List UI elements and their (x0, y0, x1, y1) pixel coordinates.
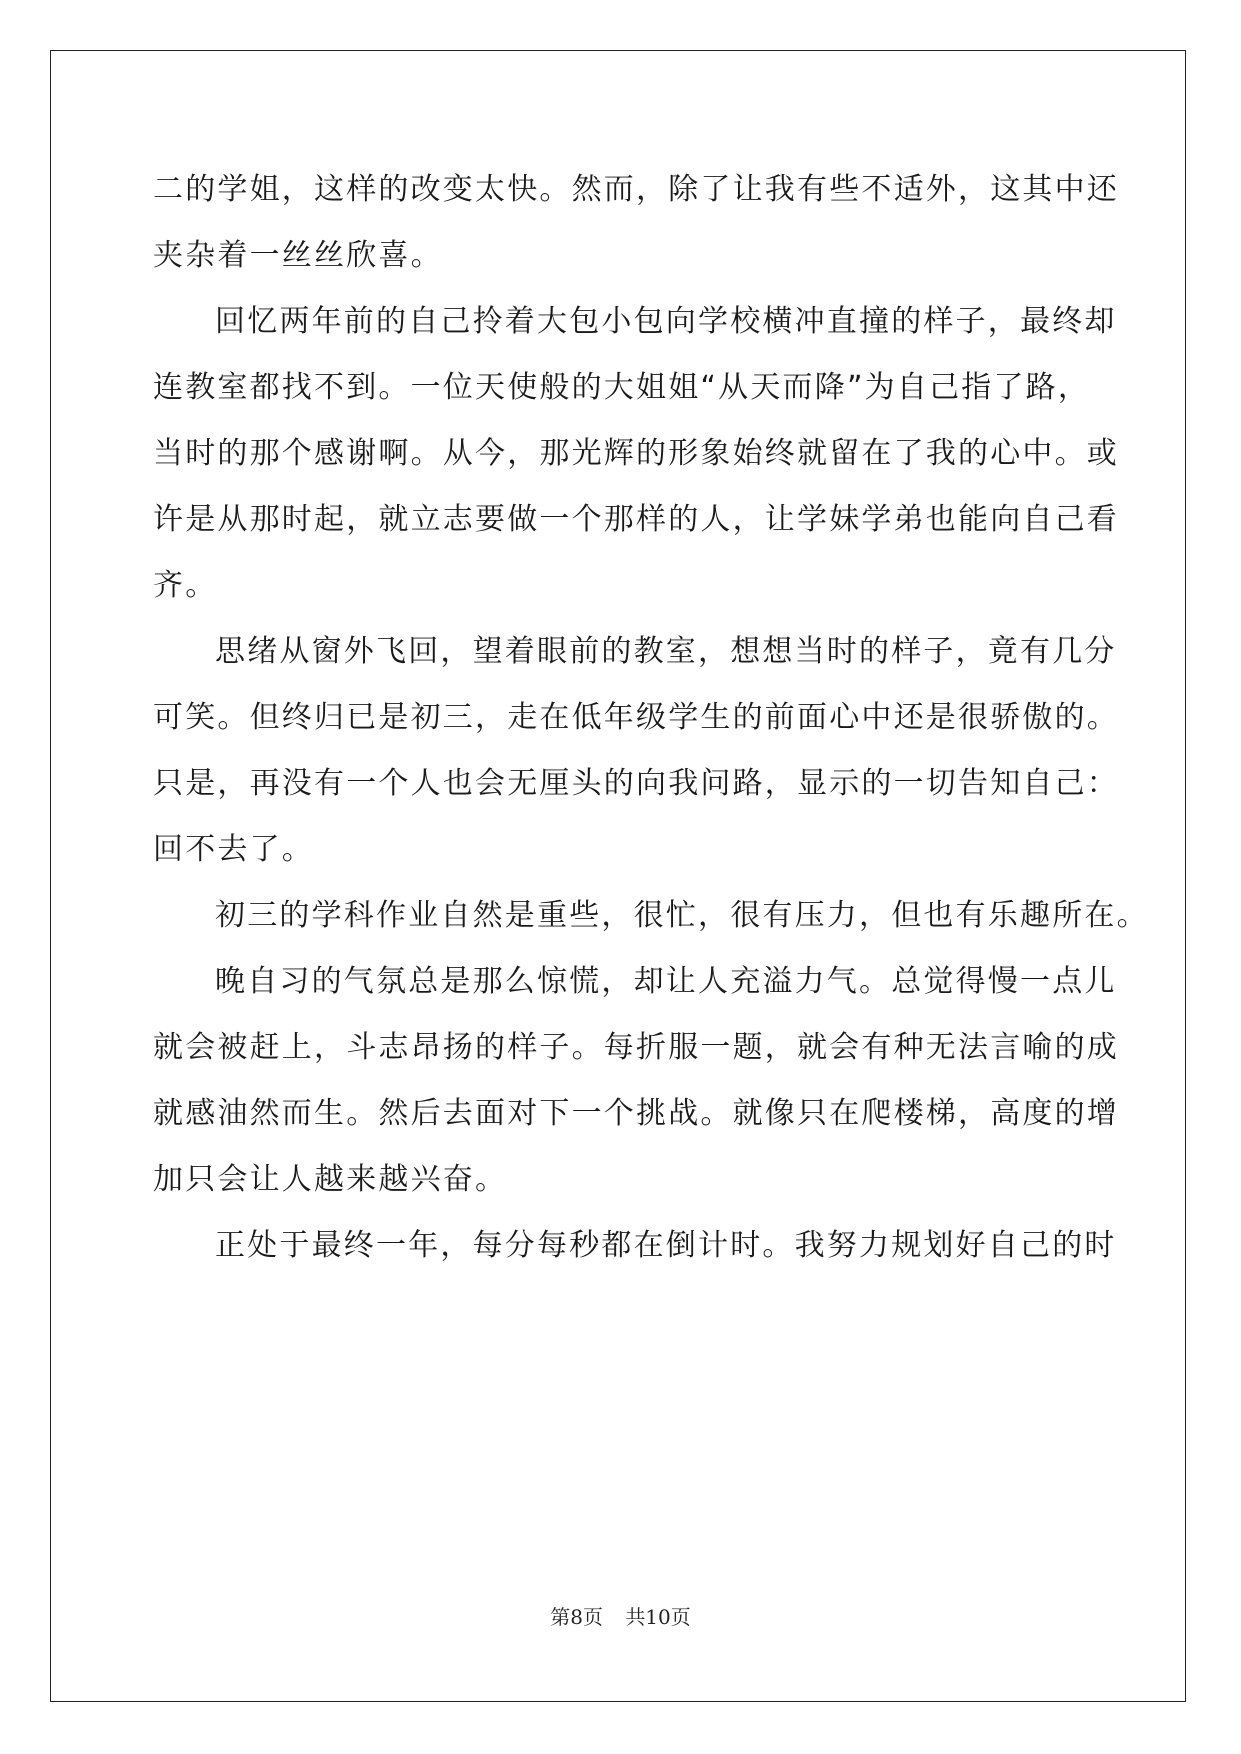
text-line-5: 当时的那个感谢啊。从今，那光辉的形象始终就留在了我的心中。或 (153, 436, 1119, 471)
text-line-7: 齐。 (153, 568, 218, 603)
text-line-8: 思绪从窗外飞回，望着眼前的教室，想想当时的样子，竟有几分 (215, 634, 1117, 669)
text-line-3: 回忆两年前的自己拎着大包小包向学校横冲直撞的样子，最终却 (215, 304, 1117, 339)
text-line-14: 就会被赶上，斗志昂扬的样子。每折服一题，就会有种无法言喻的成 (153, 1030, 1119, 1065)
page-border (50, 50, 1186, 1702)
text-line-6: 许是从那时起，就立志要做一个那样的人，让学妹学弟也能向自己看 (153, 502, 1119, 537)
text-line-10: 只是，再没有一个人也会无厘头的向我问路，显示的一切告知自己： (153, 766, 1119, 801)
text-line-16: 加只会让人越来越兴奋。 (153, 1162, 508, 1197)
page-number: 第8页 (550, 1605, 603, 1629)
text-line-12: 初三的学科作业自然是重些，很忙，很有压力，但也有乐趣所在。 (215, 898, 1149, 933)
text-line-13: 晚自习的气氛总是那么惊慌，却让人充溢力气。总觉得慢一点儿 (215, 964, 1117, 999)
text-line-17: 正处于最终一年，每分每秒都在倒计时。我努力规划好自己的时 (215, 1228, 1117, 1263)
text-line-11: 回不去了。 (153, 832, 314, 867)
text-line-4: 连教室都找不到。一位天使般的大姐姐“从天而降”为自己指了路， (153, 370, 1091, 405)
text-line-9: 可笑。但终归已是初三，走在低年级学生的前面心中还是很骄傲的。 (153, 700, 1119, 735)
page-footer (0, 1604, 1241, 1630)
text-line-1: 二的学姐，这样的改变太快。然而，除了让我有些不适外，这其中还 (153, 172, 1119, 207)
page-total: 共10页 (625, 1605, 691, 1629)
text-line-15: 就感油然而生。然后去面对下一个挑战。就像只在爬楼梯，高度的增 (153, 1096, 1119, 1131)
text-line-2: 夹杂着一丝丝欣喜。 (153, 238, 443, 273)
